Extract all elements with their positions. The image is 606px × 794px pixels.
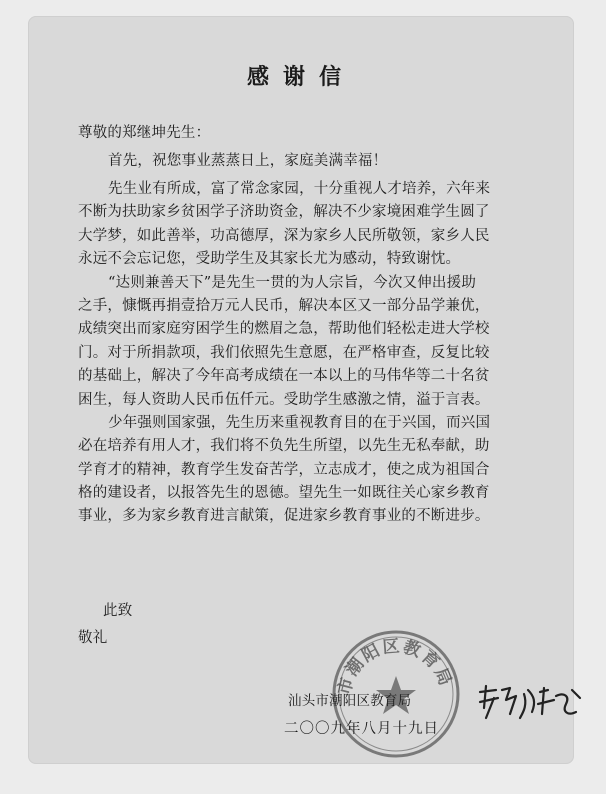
- body-line: 困生，每人资助人民币伍仟元。受助学生感激之情，溢于言表。: [78, 391, 490, 408]
- body-line: 先生业有所成，富了常念家园，十分重视人才培养，六年来: [108, 181, 491, 197]
- letter-paper: [28, 16, 574, 764]
- body-line: 永远不会忘记您，受助学生及其家长尤为感动，特致谢忱。: [78, 251, 461, 268]
- body-line: 学育才的精神，教育学生发奋苦学，立志成才，使之成为祖国合: [78, 461, 490, 478]
- signature-organization: 汕头市潮阳区教育局: [288, 693, 412, 709]
- closing-line-2: 敬礼: [78, 630, 108, 646]
- body-line: 大学梦，如此善举，功高德厚，深为家乡人民所敬领，家乡人民: [78, 227, 490, 244]
- body-line: 事业，多为家乡教育进言献策，促进家乡教育事业的不断进步。: [78, 508, 490, 525]
- body-line: 的基础上，解决了今年高考成绩在一本以上的马伟华等二十名贫: [78, 368, 490, 385]
- svg-text:市潮阳区教育局: 市潮阳区教育局: [334, 636, 456, 698]
- handwritten-signature: [476, 678, 586, 738]
- letter-salutation: 尊敬的郑继坤先生：: [78, 125, 211, 141]
- letter-title: 感谢信: [246, 64, 355, 90]
- body-line: “达则兼善天下”是先生一贯的为人宗旨，今次又伸出援助: [108, 274, 477, 291]
- body-line: 格的建设者，以报答先生的恩德。望先生一如既往关心家乡教育: [78, 485, 490, 502]
- letter-greeting: 首先，祝您事业蒸蒸日上，家庭美满幸福！: [108, 153, 388, 169]
- body-line: 不断为扶助家乡贫困学子济助资金，解决不少家境困难学生圆了: [78, 204, 490, 221]
- signature-date: 二〇〇九年八月十九日: [284, 721, 439, 737]
- body-line: 之手，慷慨再捐壹拾万元人民币，解决本区又一部分品学兼优，: [78, 297, 490, 314]
- letter-body: [78, 178, 538, 529]
- body-line: 成绩突出而家庭穷困学生的燃眉之急，帮助他们轻松走进大学校: [78, 321, 490, 338]
- body-line: 必在培养有用人才，我们将不负先生所望，以先生无私奉献，助: [78, 438, 490, 455]
- body-line: 门。对于所捐款项，我们依照先生意愿，在严格审查，反复比较: [78, 344, 490, 361]
- body-line: 少年强则国家强，先生历来重视教育目的在于兴国，而兴国: [108, 414, 491, 431]
- closing-line-1: 此致: [103, 603, 133, 619]
